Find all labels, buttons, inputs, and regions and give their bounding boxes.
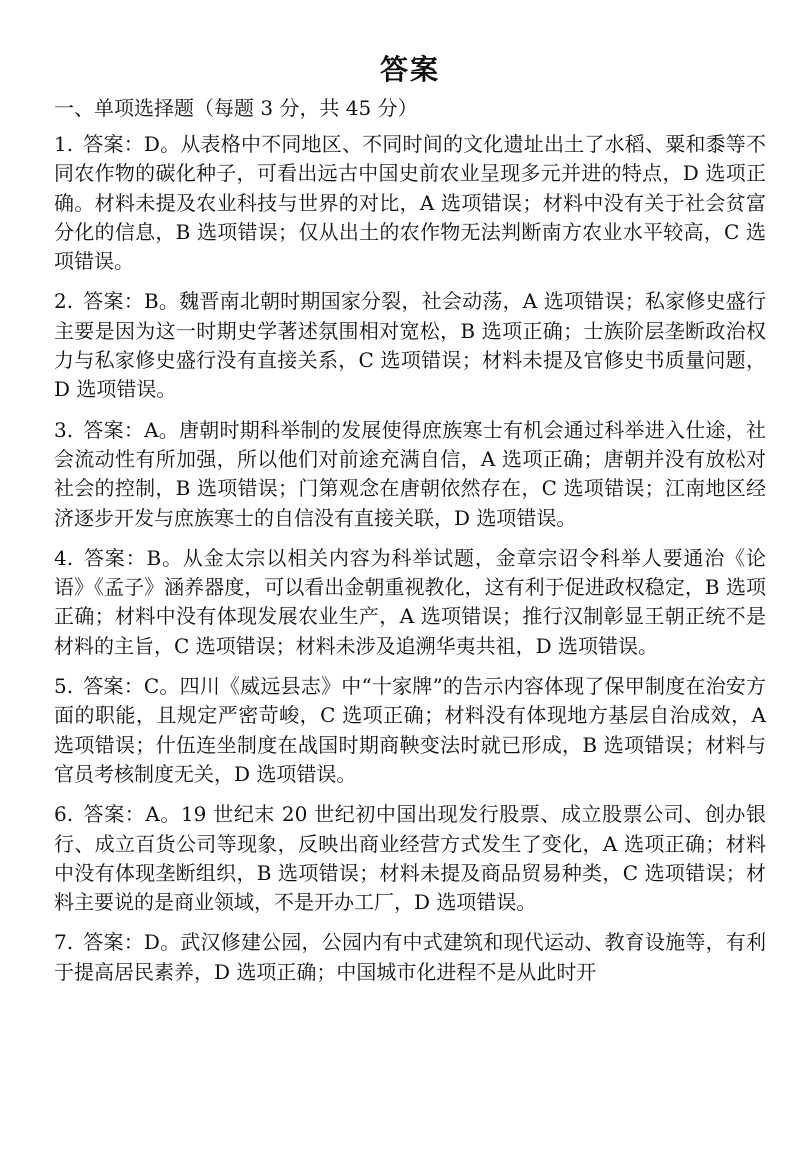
- answer-item-2: [54, 287, 766, 404]
- answer-text: 答案：A。唐朝时期科举制的发展使得庶族寒士有机会通过科举进入仕途，社会流动性有所加强，所以他们对前途充满自信，A 选项正确；唐朝并没有放松对社会的控制，B 选项错误；门第观念在唐朝依然存在，C 选项错误；江南地区经济逐步开发与庶族寒士的自信没有直接关联，D 选项错误。: [54, 417, 766, 530]
- answer-text: 答案：B。从金太宗以相关内容为科举试题，金章宗诏令科举人要通治《论语》《孟子》涵养器度，可以看出金朝重视教化，这有利于促进政权稳定，B 选项正确；材料中没有体现发展农业生产，A 选项错误；推行汉制彰显王朝正统不是材料的主旨，C 选项错误；材料未涉及追溯华夷共祖，D 选项错误。: [54, 545, 766, 658]
- answer-text: 答案：B。魏晋南北朝时期国家分裂，社会动荡，A 选项错误；私家修史盛行主要是因为这一时期史学著述氛围相对宽松，B 选项正确；士族阶层垄断政治权力与私家修史盛行没有直接关系，C 选项错误；材料未提及官修史书质量问题，D 选项错误。: [54, 289, 766, 402]
- answer-number: 3.: [54, 417, 74, 442]
- answer-number: 6.: [54, 802, 74, 827]
- answer-number: 1.: [54, 132, 74, 156]
- answer-item-5: [54, 672, 766, 789]
- answer-item-7: [54, 928, 766, 987]
- answer-text: 答案：C。四川《威远县志》中“十家牌”的告示内容体现了保甲制度在治安方面的职能，且规定严密苛峻，C 选项正确；材料没有体现地方基层自治成效，A 选项错误；什伍连坐制度在战国时期商鞅变法时就已形成，B 选项错误；材料与官员考核制度无关，D 选项错误。: [54, 674, 766, 786]
- answer-number: 2.: [54, 289, 74, 314]
- page-title: 答案: [379, 53, 440, 86]
- answer-text: 答案：A。19 世纪末 20 世纪初中国出现发行股票、成立股票公司、创办银行、成立百货公司等现象，反映出商业经营方式发生了变化，A 选项正确；材料中没有体现垄断组织，B 选项错误；材料未提及商品贸易种类，C 选项错误；材料主要说的是商业领域，不是开办工厂，D 选项错误。: [54, 802, 766, 915]
- answer-number: 5.: [54, 674, 74, 699]
- answer-number: 4.: [54, 545, 74, 570]
- answer-item-6: [54, 800, 766, 917]
- answer-text: 答案：D。从表格中不同地区、不同时间的文化遗址出土了水稻、粟和黍等不同农作物的碳化种子，可看出远古中国史前农业呈现多元并进的特点，D 选项正确。材料未提及农业科技与世界的对比，A 选项错误；材料中没有关于社会贫富分化的信息，B 选项错误；仅从出土的农作物无法判断南方农业水平较高，C 选项错误。: [54, 132, 766, 274]
- answer-text: 答案：D。武汉修建公园，公园内有中式建筑和现代运动、教育设施等，有利于提高居民素养，D 选项正确；中国城市化进程不是从此时开: [54, 930, 766, 984]
- answer-number: 7.: [54, 930, 74, 955]
- section-heading: 一、单项选择题（每题 3 分，共 45 分）: [54, 96, 418, 120]
- answer-item-3: [54, 416, 766, 533]
- answer-item-4: [54, 544, 766, 661]
- answer-item-1: [54, 130, 766, 276]
